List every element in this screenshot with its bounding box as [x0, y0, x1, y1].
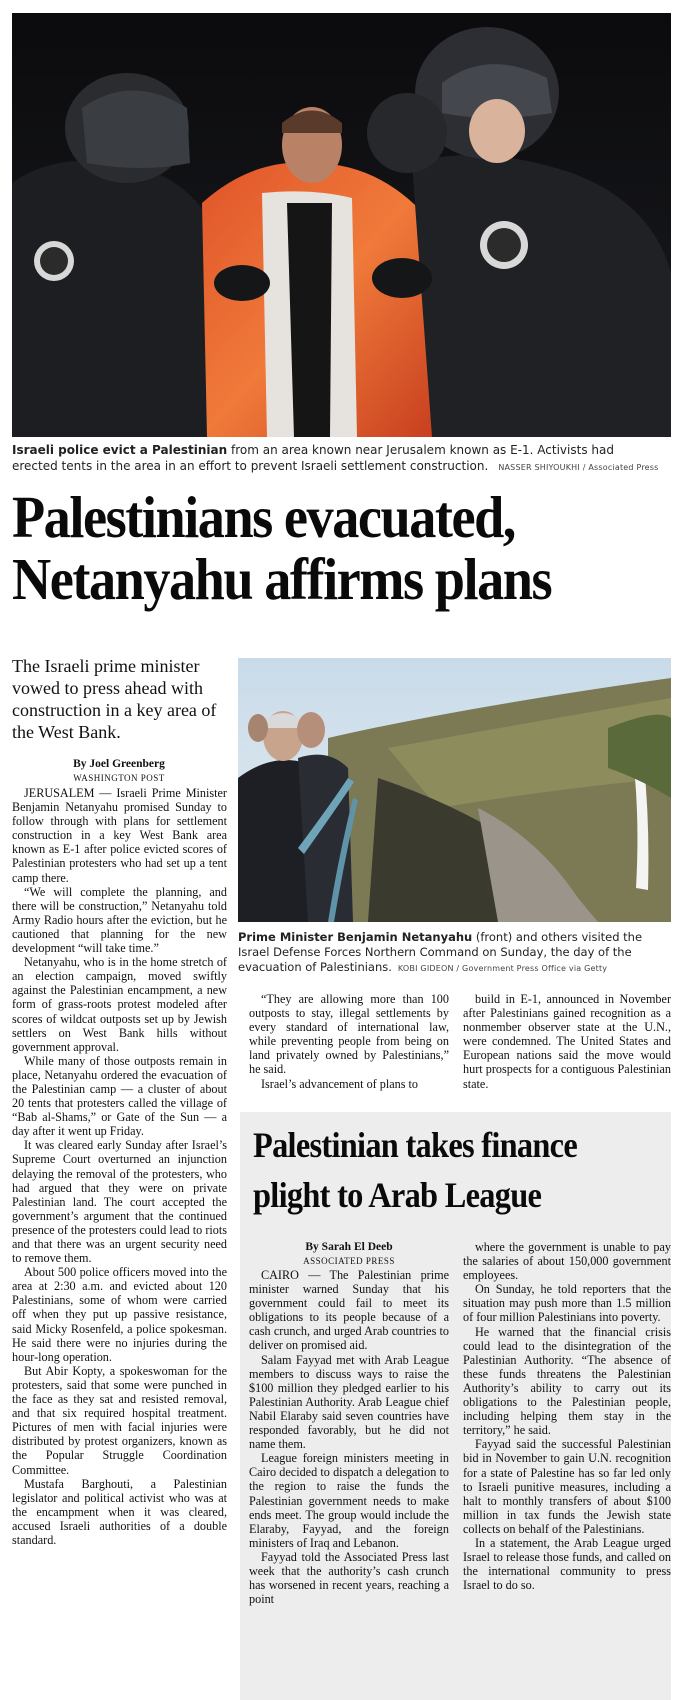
- top-photo-caption-lead: Israeli police evict a Palestinian: [12, 443, 228, 457]
- paragraph: Israel’s advancement of plans to: [261, 1076, 419, 1091]
- main-column-1: [12, 786, 227, 1700]
- sidebar-byline-author: By Sarah El Deeb: [305, 1241, 393, 1253]
- top-photo-caption-text: from an area known near Jerusalem known as E-1. Activists had erected tents in the area in an effort to prevent Israeli settlement construction.: [12, 443, 614, 473]
- main-byline: [12, 757, 226, 785]
- top-photo-credit: NASSER SHIYOUKHI / Associated Press: [498, 463, 659, 472]
- paragraph: Fayyad told the Associated Press last week that the authority’s cash crunch has worsened in recent years, reaching a point: [249, 1549, 449, 1607]
- sidebar-byline: [249, 1240, 449, 1268]
- sidebar-headline: [253, 1120, 631, 1220]
- second-photo-caption: [238, 930, 671, 976]
- paragraph: where the government is unable to pay the salaries of about 150,000 government employees.: [463, 1240, 671, 1283]
- paragraph: League foreign ministers meeting in Cairo decided to dispatch a delegation to the region to raise the funds the Palestinian government needs to make ends meet. The group would include the Elaraby, Fayyad, and the foreign ministers of Iraq and Lebanon.: [249, 1451, 449, 1550]
- paragraph: Mustafa Barghouti, a Palestinian legislator and political activist who was at the encampment when it was cleared, accused Israeli authorities of a double standard.: [12, 1476, 227, 1547]
- top-photo-caption: [12, 442, 662, 476]
- paragraph: Netanyahu, who is in the home stretch of an election campaign, moved swiftly against the Palestinian encampment, a new form of grass-roots protest modeled after scores of wildcat outposts set up by Jewish settlers on West Bank hills without government approval.: [12, 955, 227, 1054]
- main-headline: [12, 486, 628, 610]
- second-photo-caption-lead: Prime Minister Benjamin Netanyahu: [238, 930, 473, 944]
- sidebar-column-1: [249, 1268, 449, 1606]
- paragraph: While many of those outposts remain in place, Netanyahu ordered the evacuation of the Palestinian camp — a cluster of about 20 tents that protesters called the village of “Bab al-Shams,” or Gate of the Sun — a day after it went up Friday.: [12, 1053, 227, 1139]
- sidebar-column-2: [463, 1240, 671, 1592]
- second-photo-credit: KOBI GIDEON / Government Press Office via Getty: [397, 964, 608, 973]
- paragraph: “They are allowing more than 100 outposts to stay, illegal settlements by every standard of international law, while preventing people from being on land privately owned by Palestinians,” he said.: [249, 992, 449, 1077]
- main-byline-author: By Joel Greenberg: [73, 758, 165, 770]
- paragraph: It was cleared early Sunday after Israel’s Supreme Court overturned an injunction delaying the removal of the protesters, who had argued that they were on private Palestinian land. The court accepted the government’s argument that the continued presence of the protesters could lead to riots and that there was an urgent security need to remove them.: [12, 1138, 227, 1266]
- main-column-3: [463, 992, 671, 1091]
- paragraph: In a statement, the Arab League urged Israel to release those funds, and called on the international community to press Israel to do so.: [463, 1535, 671, 1593]
- paragraph: On Sunday, he told reporters that the situation may push more than 1.5 million of four million Palestinians into poverty.: [463, 1282, 671, 1325]
- main-headline-line2: Netanyahu affirms plans: [12, 546, 552, 612]
- second-photo-caption-text: (front) and others visited the Israel Defense Forces Northern Command on Sunday, the day of the evacuation of Palestinians.: [238, 930, 643, 974]
- paragraph: JERUSALEM — Israeli Prime Minister Benjamin Netanyahu promised Sunday to follow through with plans for settlement construction in a key West Bank area known as E-1 after police evicted scores of Palestinian protesters who had set up a tent camp there.: [12, 786, 227, 885]
- paragraph: “We will complete the planning, and there will be construction,” Netanyahu told Army Radio hours after the eviction, but he cautioned that planning for the new development “will take time.”: [12, 884, 227, 956]
- sidebar-byline-org: ASSOCIATED PRESS: [303, 1256, 395, 1266]
- paragraph: Fayyad said the successful Palestinian bid in November to gain U.N. recognition for a state of Palestine has so far led only to Israeli punitive measures, including a halt to monthly transfers of about $100 million in tax funds the Jewish state collects on behalf of the Palestinians.: [463, 1437, 671, 1536]
- paragraph: He warned that the financial crisis could lead to the disintegration of the Palestinian Authority. “The absence of these funds threatens the Palestinian Authority’s ability to carry out its obligations to the Palestinian people, including helping them stay in the territory,” he said.: [463, 1324, 671, 1438]
- netanyahu-visit-photo: [238, 658, 671, 922]
- paragraph: About 500 police officers moved into the area at 2:30 a.m. and evicted about 120 Palestinians, some of whom were carried off when they put up passive resistance, said Micky Rosenfeld, a police spokesman. He said there were no injuries during the hour-long operation.: [12, 1265, 227, 1364]
- police-eviction-photo: [12, 13, 671, 437]
- paragraph: CAIRO — The Palestinian prime minister warned Sunday that his government could fail to meet its obligations to its people because of a cash crunch, and urged Arab countries to deliver on promised aid.: [249, 1268, 449, 1353]
- paragraph: But Abir Kopty, a spokeswoman for the protesters, said that some were punched in the face as they sat and resisted removal, and that six required hospital treatment. Pictures of men with facial injuries were distributed by protest organizers, known as the Popular Struggle Coordination Committee.: [12, 1363, 227, 1477]
- sidebar-headline-line2: plight to Arab League: [253, 1175, 542, 1215]
- main-deck: The Israeli prime minister vowed to press ahead with construction in a key area of the West Bank.: [12, 656, 217, 742]
- paragraph: Salam Fayyad met with Arab League members to discuss ways to raise the $100 million they pledged earlier to his Palestinian Authority. Arab League chief Nabil Elaraby said seven countries have responded favorably, but he did not name them.: [249, 1352, 449, 1452]
- main-byline-org: WASHINGTON POST: [73, 773, 165, 783]
- main-headline-line1: Palestinians evacuated,: [12, 484, 515, 550]
- paragraph: build in E-1, announced in November after Palestinians gained recognition as a nonmember observer state at the U.N., were condemned. The United States and European nations said the move would hurt prospects for a contiguous Palestinian state.: [463, 992, 671, 1091]
- main-column-2: [249, 992, 449, 1091]
- sidebar-headline-line1: Palestinian takes finance: [253, 1125, 578, 1165]
